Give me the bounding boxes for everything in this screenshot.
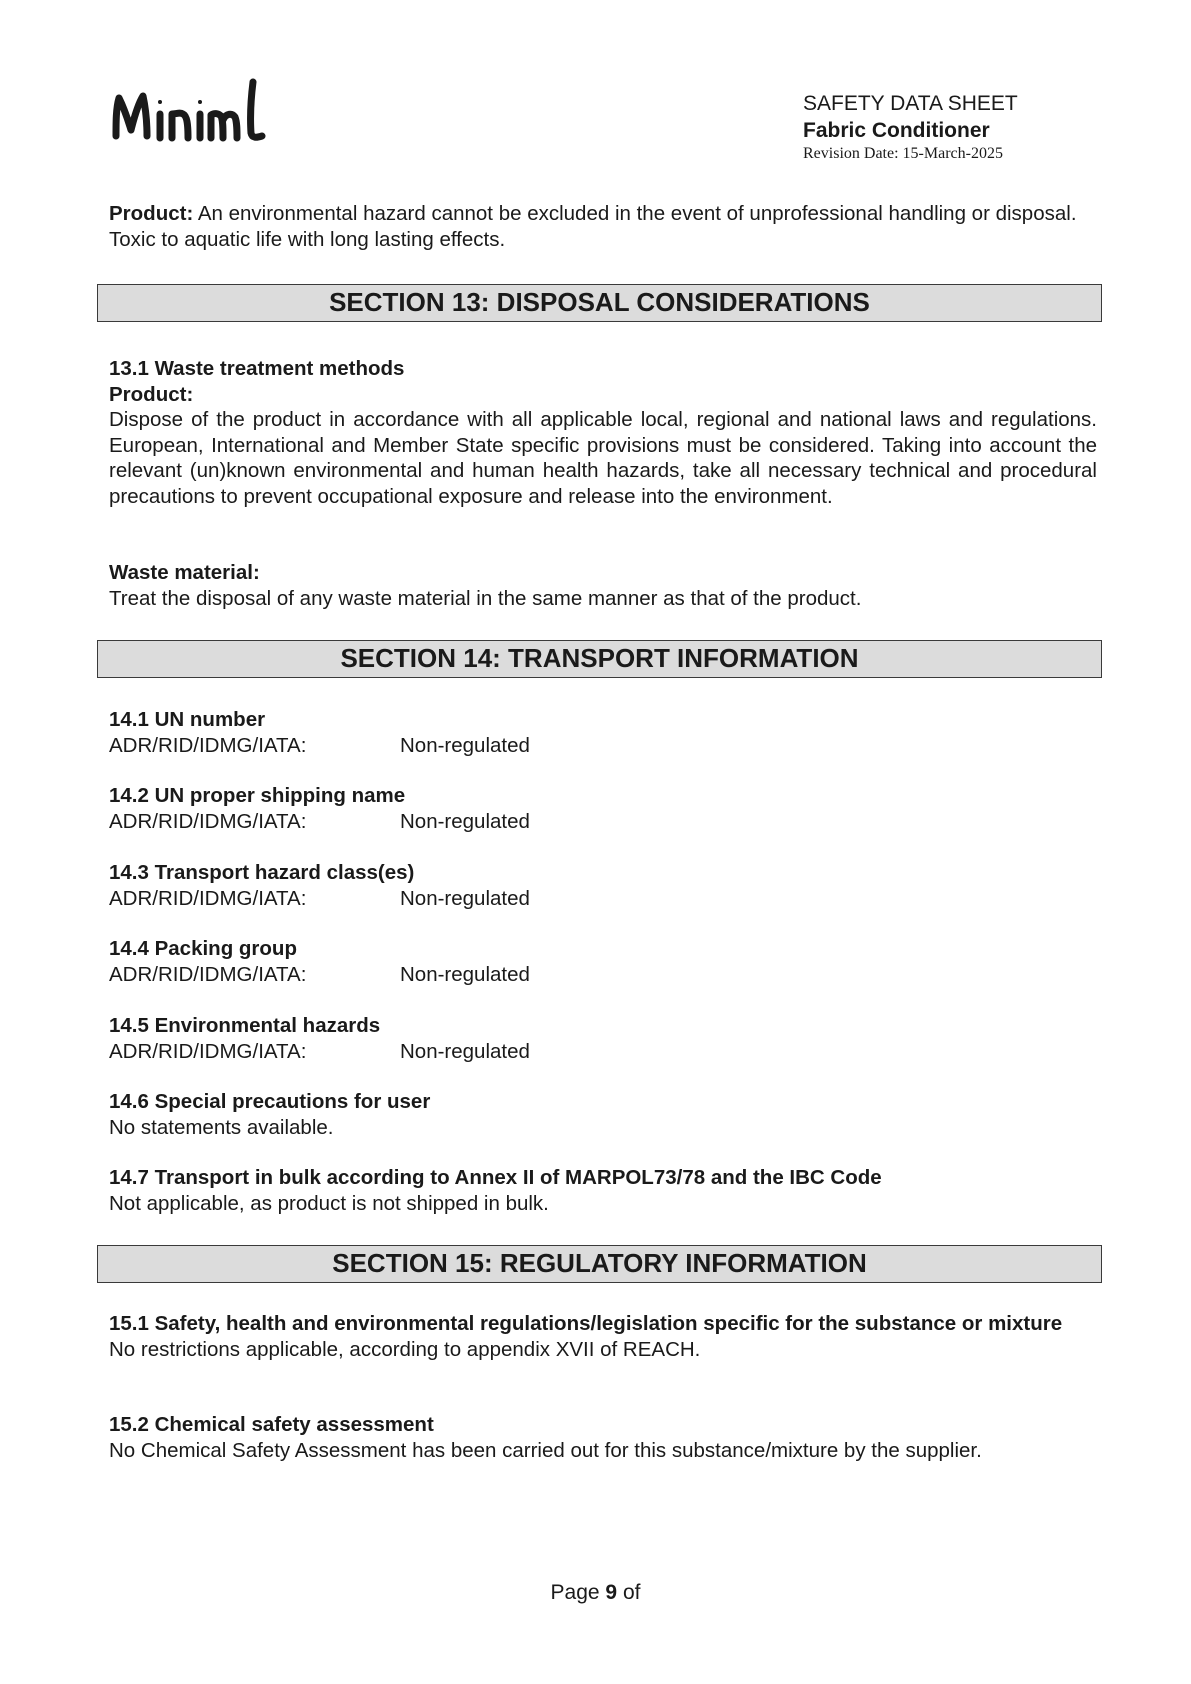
revision-date: Revision Date: 15-March-2025 (803, 145, 1003, 162)
document-header (803, 90, 1133, 164)
s14-7-heading: 14.7 Transport in bulk according to Annex II of MARPOL73/78 and the IBC Code (109, 1166, 882, 1189)
s13-waste-label: Waste material: (109, 561, 260, 584)
s14-1 (109, 707, 1097, 758)
section-13-body (109, 356, 1097, 509)
s14-2-heading: 14.2 UN proper shipping name (109, 784, 406, 807)
intro-paragraph (109, 201, 1097, 252)
s15-1-text: No restrictions applicable, according to appendix XVII of REACH. (109, 1337, 701, 1361)
s14-4-label: ADR/RID/IDMG/IATA: (109, 962, 307, 986)
section-14-title: SECTION 14: TRANSPORT INFORMATION (97, 640, 1102, 678)
intro-text: An environmental hazard cannot be excluded in the event of unprofessional handling or disposal. Toxic to aquatic life with long lasting effects. (109, 202, 1077, 251)
section-13-waste (109, 560, 1097, 611)
s13-1-heading: 13.1 Waste treatment methods (109, 357, 405, 380)
s14-1-value: Non-regulated (400, 733, 530, 757)
s14-1-heading: 14.1 UN number (109, 708, 266, 731)
product-name: Fabric Conditioner (803, 119, 990, 142)
s14-1-label: ADR/RID/IDMG/IATA: (109, 733, 307, 757)
s14-3 (109, 860, 1097, 911)
page-prefix: Page (550, 1581, 606, 1604)
s14-4-heading: 14.4 Packing group (109, 937, 297, 960)
s14-6-text: No statements available. (109, 1115, 334, 1139)
miniml-logo (110, 78, 300, 168)
page-footer (0, 1581, 1191, 1605)
intro-label: Product: (109, 202, 194, 225)
s15-2-heading: 15.2 Chemical safety assessment (109, 1413, 434, 1436)
s14-7-text: Not applicable, as product is not shipped in bulk. (109, 1191, 549, 1215)
s14-7 (109, 1165, 1097, 1216)
s14-5-label: ADR/RID/IDMG/IATA: (109, 1039, 307, 1063)
s14-2-value: Non-regulated (400, 809, 530, 833)
s14-5-value: Non-regulated (400, 1039, 530, 1063)
s14-4-value: Non-regulated (400, 962, 530, 986)
section-13-title: SECTION 13: DISPOSAL CONSIDERATIONS (97, 284, 1102, 322)
s15-1 (109, 1311, 1097, 1362)
s14-5-heading: 14.5 Environmental hazards (109, 1014, 381, 1037)
s13-waste-text: Treat the disposal of any waste material in the same manner as that of the product. (109, 586, 862, 610)
s14-6-heading: 14.6 Special precautions for user (109, 1090, 431, 1113)
s14-2 (109, 783, 1097, 834)
s15-1-heading: 15.1 Safety, health and environmental regulations/legislation specific for the substance or mixture (109, 1312, 1063, 1335)
s14-4 (109, 936, 1097, 987)
s14-2-label: ADR/RID/IDMG/IATA: (109, 809, 307, 833)
s14-5 (109, 1013, 1097, 1064)
s13-product-label: Product: (109, 382, 194, 406)
doc-type: SAFETY DATA SHEET (803, 92, 1018, 115)
s15-2 (109, 1412, 1097, 1463)
section-15-title: SECTION 15: REGULATORY INFORMATION (97, 1245, 1102, 1283)
s13-product-text: Dispose of the product in accordance with all applicable local, regional and national laws and regulations. European, International and Member State specific provisions must be considered. Taking into account the relevant (un)known environmental and human health hazards, take all necessary technical and procedural precautions to prevent occupational exposure and release into the environment. (109, 408, 1097, 508)
s14-3-value: Non-regulated (400, 886, 530, 910)
s14-3-label: ADR/RID/IDMG/IATA: (109, 886, 307, 910)
s14-3-heading: 14.3 Transport hazard class(es) (109, 861, 415, 884)
page-suffix: of (617, 1581, 641, 1604)
page-number: 9 (605, 1581, 618, 1604)
s15-2-text: No Chemical Safety Assessment has been carried out for this substance/mixture by the supplier. (109, 1438, 982, 1462)
s14-6 (109, 1089, 1097, 1140)
